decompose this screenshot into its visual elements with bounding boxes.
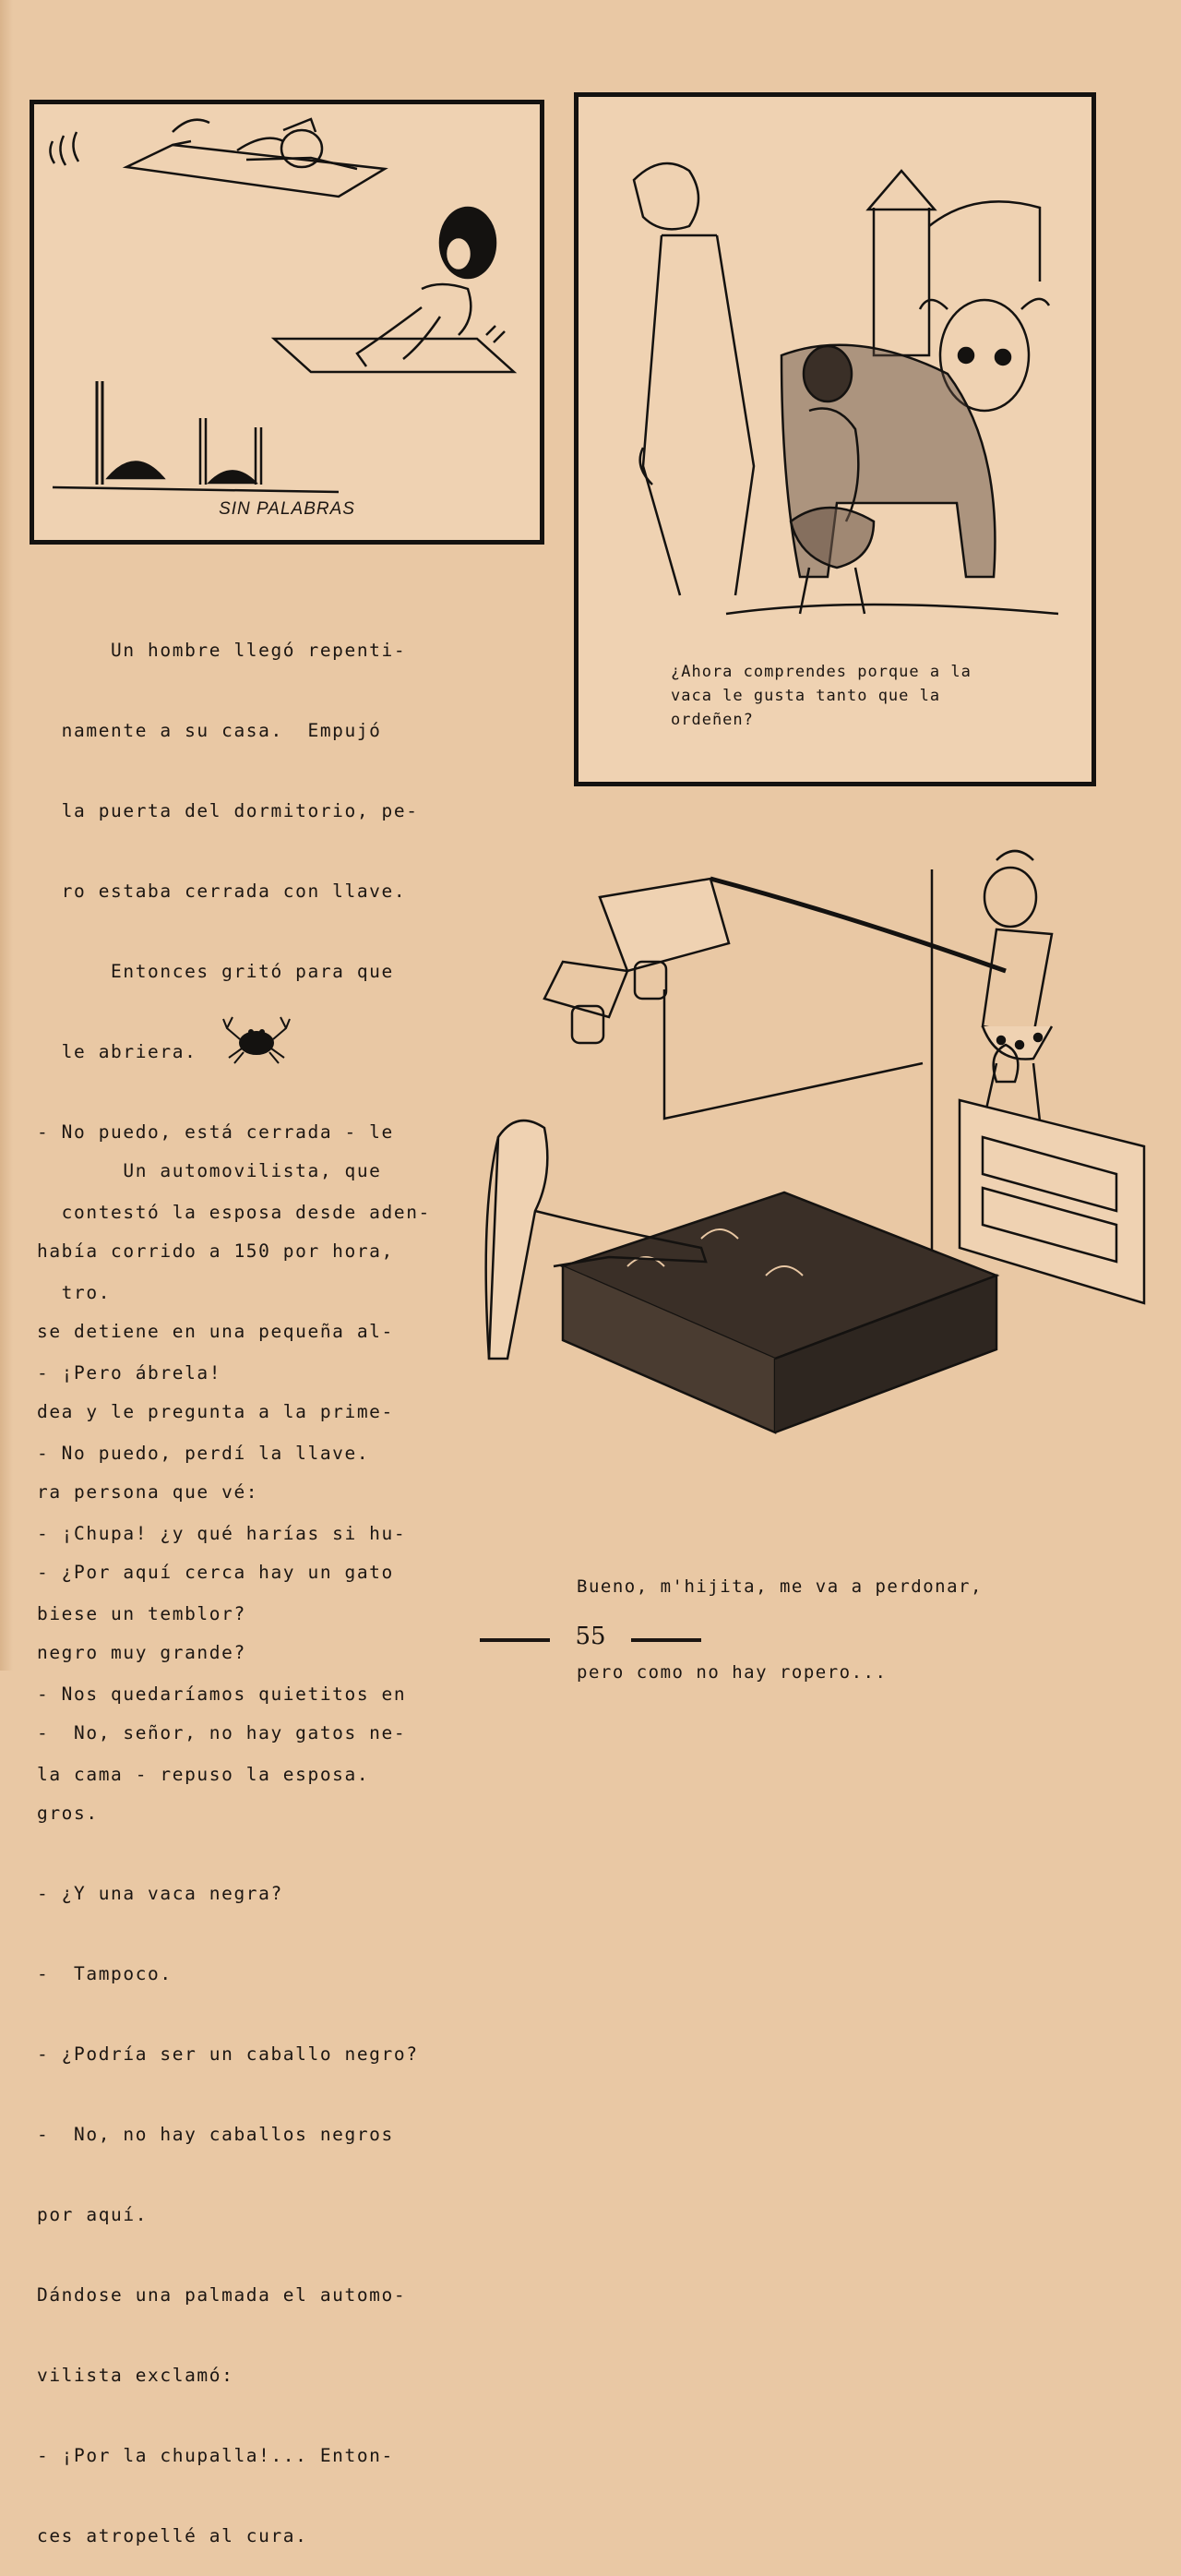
cartoon-caption-ropero (577, 1516, 983, 1716)
caption-line: pero como no hay ropero... (577, 1662, 888, 1683)
panel-caption-sin-palabras: SIN PALABRAS (219, 499, 355, 519)
text-line: ces atropellé al cura. (37, 2525, 308, 2546)
text-line: biese un temblor? (37, 1603, 246, 1624)
text-line: - ¿Y una vaca negra? (37, 1883, 283, 1904)
cow-milking-illustration (579, 97, 1092, 632)
text-line: - ¿Podría ser un caballo negro? (37, 2043, 419, 2065)
cartoon-panel-sin-palabras (30, 100, 544, 545)
cartoon-panel-vaca (574, 92, 1096, 786)
text-line: Dándose una palmada el automo- (37, 2284, 407, 2306)
joke-text-automovilista (37, 1104, 419, 2576)
text-line: - ¡Pero ábrela! (37, 1362, 222, 1384)
text-line: - No, señor, no hay gatos ne- (37, 1722, 407, 1743)
text-line: - ¡Chupa! ¿y qué harías si hu- (37, 1523, 407, 1544)
text-line: negro muy grande? (37, 1642, 246, 1663)
text-line: namente a su casa. Empujó (37, 720, 382, 741)
caption-line: vaca le gusta tanto que la (671, 687, 941, 705)
flying-carpet-illustration (34, 104, 540, 540)
text-line: Entonces gritó para que (37, 961, 394, 982)
text-line: - ¡Por la chupalla!... Enton- (37, 2445, 394, 2466)
text-line: la puerta del dormitorio, pe- (37, 800, 419, 821)
text-line: Un automovilista, que (37, 1160, 382, 1181)
caption-line: ordeñen? (671, 711, 754, 729)
page-edge (0, 0, 13, 1671)
text-line: gros. (37, 1803, 99, 1824)
text-line: contestó la esposa desde aden- (37, 1202, 431, 1223)
page-footer (0, 1623, 1181, 1650)
text-line: tro. (37, 1282, 112, 1303)
text-line: - No puedo, perdí la llave. (37, 1443, 370, 1464)
text-line: - Nos quedaríamos quietitos en (37, 1683, 407, 1705)
caption-line: Bueno, m'hijita, me va a perdonar, (577, 1576, 983, 1597)
footer-rule-right (631, 1638, 701, 1642)
caption-line: ¿Ahora comprendes porque a la (671, 663, 972, 681)
text-line: vilista exclamó: (37, 2365, 234, 2386)
text-line: dea y le pregunta a la prime- (37, 1401, 394, 1422)
text-line: por aquí. (37, 2204, 149, 2225)
text-line: se detiene en una pequeña al- (37, 1321, 394, 1342)
text-line: Un hombre llegó repenti- (37, 640, 407, 661)
page-number: 55 (575, 1623, 606, 1650)
text-line: - ¿Por aquí cerca hay un gato (37, 1562, 394, 1583)
text-line: ro estaba cerrada con llave. (37, 881, 407, 902)
text-line: - No puedo, está cerrada - le (37, 1121, 394, 1143)
text-line: había corrido a 150 por hora, (37, 1240, 394, 1262)
text-line: - Tampoco. (37, 1963, 173, 1984)
text-line: ra persona que vé: (37, 1481, 259, 1503)
text-line: la cama - repuso la esposa. (37, 1764, 370, 1785)
crab-icon (220, 1012, 293, 1067)
panel-caption-vaca (671, 660, 1040, 732)
bedroom-cartoon-illustration (480, 842, 1163, 1506)
text-line: - No, no hay caballos negros (37, 2124, 394, 2145)
text-line: le abriera. (37, 1041, 197, 1062)
footer-rule-left (480, 1638, 550, 1642)
